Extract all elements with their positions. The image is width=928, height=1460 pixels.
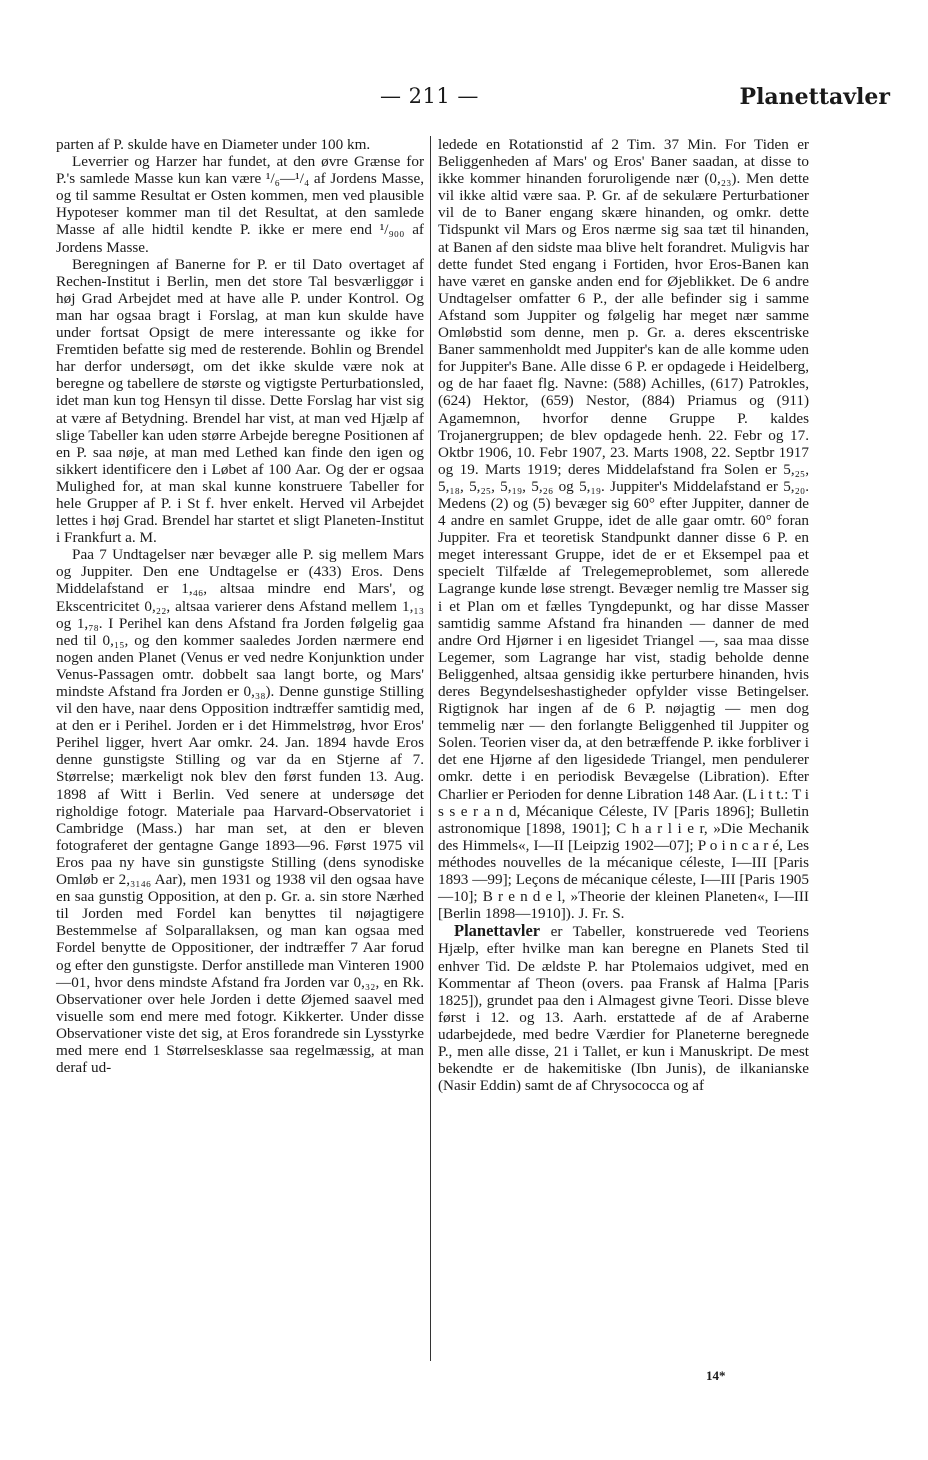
page-number: — 211 — (380, 84, 479, 108)
left-column (56, 136, 424, 1076)
paragraph: Paa 7 Undtagelser nær bevæger alle P. sig mellem Mars og Juppiter. Den ene Undtagelse er (433) Eros. Dens Middelafstand er 1,₄₆, altsaa mindre end Mars', og Ekscentricitet 0,₂₂, altsaa varierer dens Afstand mellem 1,₁₃ og 1,₇₈. I Perihel kan dens Afstand fra Jorden følgelig gaa ned til 0,₁₅, og den kommer saaledes Jorden nærmere end nogen anden Planet (Venus er ved nedre Konjunktion under Venus-Passagen omtr. dobbelt saa langt borte, og Mars' mindste Afstand fra Jorden er 0,₃₈). Denne gunstige Stilling vil den have, naar dens Opposition indtræffer samtidig med, at den er i Perihel. Jorden er i det Himmelstrøg, hvor Eros' Perihel ligger, hvert Aar omkr. 24. Jan. 1894 havde Eros denne gunstigste Stilling og var da en Stjerne af 7. Størrelse; mærkeligt nok blev den først funden 13. Aug. 1898 af Witt i Berlin. Ved senere at undersøge det righoldige fotogr. Materiale paa Harvard-Observatoriet i Cambridge (Mass.) har man set, at den er bleven fotograferet der gentagne Gange 1893—96. Først 1975 vil Eros paa ny have sin gunstigste Stilling (dens synodiske Omløb er 2,₃₁₄₆ Aar), men 1931 og 1938 vil den ogsaa have en saa gunstig Opposition, at den p. Gr. a. sin store Nærhed til Jorden med Fordel kan benyttes til nøjagtigere Bestemmelse af Solparallaksen, og man kan ogsaa med Fordel benytte de Oppositioner, der indtræffer 7 Aar forud og efter den gunstigste. Derfor anstillede man Vinteren 1900—01, hvor dens mindste Afstand fra Jorden var 0,₃₂, en Rk. Observationer over hele Jorden i dette Øjemed saavel med visuelle som end mere med fotogr. Kikkerter. Under disse Observationer viste det sig, at Eros forandrede sin Lysstyrke med mere end 1 Størrelsesklasse saa regelmæssig, at man deraf ud- (56, 546, 424, 1077)
page-header (50, 84, 890, 118)
column-divider (430, 136, 431, 1361)
right-column (438, 136, 809, 1094)
entry-text: er Tabeller, konstruerede ved Teoriens Hjælp, efter hvilke man kan beregne en Planets Sted til enhver Tid. De ældste P. har Ptolemaios udgivet, med en Kommentar af Theon (overs. paa Fransk af Halma [Paris 1825]), grundet paa den i Almagest givne Teori. Disse bleve først i 12. og 13. Aarh. erstattede af de af Araberne udarbejdede, med bedre Værdier for Planeterne beregnede P., men alle disse, 21 i Tallet, er kun i Manuskript. De mest bekendte er de hakemitiske (Ibn Junis), de ilkanianske (Nasir Eddin) samt de af Chrysococca og af (438, 923, 810, 1095)
paragraph: Beregningen af Banerne for P. er til Dato overtaget af Rechen-Institut i Berlin, men det store Tal besværliggør i høj Grad Arbejdet med at have alle P. under Kontrol. Og man har ogsaa bragt i Forslag, at man kun skulde have under fortsat Opsigt de mere interessante og ikke for Fremtiden befatte sig med de resterende. Bohlin og Brendel har derfor undersøgt, om det ikke skulde være nok at beregne og tabellere de største og vigtigste Perturbationsled, idet man kun tog Hensyn til disse. Dette Forslag har vist sig at være af Betydning. Brendel har vist, at man ved Hjælp af slige Tabeller kan uden større Arbejde beregne Positionen af en P. saa nøje, at man med Lethed kan finde den igen og sikkert identificere den i Løbet af 100 Aar. Og der er ogsaa Mulighed for, at man skal kunne konstruere Tabeller for hele Grupper af P. i St f. hver enkelt. Herved vil Arbejdet lettes i høj Grad. Brendel har startet et sligt Planeten-Institut i Frankfurt a. M. (56, 255, 424, 547)
paragraph: parten af P. skulde have en Diameter under 100 km. (56, 136, 371, 153)
signature-mark: 14* (706, 1368, 726, 1383)
paragraph: Leverrier og Harzer har fundet, at den øvre Grænse for P.'s samlede Masse kun kan være ¹/₆—¹/₄ af Jordens Masse, og til samme Resultat er Osten kommen, men ved plausible Hypoteser kommer man til det Resultat, at den samlede Masse af alle hidtil kendte P. ikke er mere end ¹/₉₀₀ af Jordens Masse. (56, 153, 424, 256)
paragraph: ledede en Rotationstid af 2 Tim. 37 Min. For Tiden er Beliggenheden af Mars' og Eros' Baner saadan, at disse to ikke kommer hinanden foruroligende nær (0,₂₃). Men dette vil ikke altid være saa. P. Gr. af de sekulære Perturbationer vil de to Baner engang skære hinanden, og omkr. dette Tidspunkt vil Mars og Eros nærme sig saa tæt til hinanden, at Banen af den sidste maa blive helt forandret. Muligvis har dette fundet Sted engang i Fortiden, hvor Eros-Banen kan have været en ganske anden end for Øjeblikket. De 6 andre Undtagelser omfatter 6 P., der alle befinder sig i samme Afstand som Juppiter og følgelig har meget nær samme Omløbstid som denne, men p. Gr. a. deres ekscentriske Baner sammenholdt med Juppiter's kan de alle komme uden for Juppiter's Bane. Alle disse 6 P. er opdagede i Heidelberg, og de har faaet flg. Navne: (588) Achilles, (617) Patrokles, (624) Hektor, (659) Nestor, (884) Priamus og (911) Agamemnon, hvorfor denne Gruppe P. kaldes Trojanergruppen; de blev opdagede henh. 22. Febr og 17. Oktbr 1906, 10. Febr 1907, 23. Marts 1908, 22. Septbr 1917 og 19. Marts 1919; deres Middelafstand fra Solen er 5,₂₅, 5,₁₈, 5,₂₅, 5,₁₉, 5,₂₆ og 5,₁₉. Juppiter's Middelafstand er 5,₂₀. Medens (2) og (5) bevæger sig 60° efter Juppiter, danner de 4 andre en samlet Gruppe, idet de alle gaar omtr. 60° foran Juppiter. Fra et teoretisk Standpunkt danner disse 6 P. en meget interessant Gruppe, idet de er et Eksempel paa et specielt Tilfælde af Trelegemeproblemet, som allerede Lagrange kunde løse strengt. Bevæger nemlig tre Masser sig i et Plan om et fælles Tyngdepunkt, og har disse Masser samtidig samme Afstand fra hinanden — danner de med andre Ord Hjørner i en ligesidet Triangel —, saa maa disse Legemer, som Lagrange har vist, stadig beholde denne Beliggenhed, altsaa gensidig ikke perturbere hinanden, hvis deres Begyndelseshastigheder opfylder visse Betingelser. Rigtignok har ingen af de 6 P. nøjagtig — men dog temmelig nær — den forlangte Beliggenhed til Juppiter og Solen. Teorien viser da, at den betræffende P. ikke forbliver i det ene Hjørne af den ligesidede Triangel, men pendulerer omkr. dette i en periodisk Bevægelse (Libration). Efter Charlier er Perioden for denne Libration 148 Aar. (L i t t.: T i s s e r a n d, Mécanique Céleste, IV [Paris 1896]; Bulletin astronomique [1898, 1901]; C h a r l i e r, »Die Mechanik des Himmels«, I—II [Leipzig 1902—07]; P o i n c a r é, Les méthodes nouvelles de la mécanique céleste, I—III [Paris 1893 —99]; Leçons de mécanique céleste, I—III [Paris 1905—10]; B r e n d e l, »Theorie der kleinen Planeten«, I—III [Berlin 1898—1910]). J. Fr. S. (438, 136, 809, 923)
entry-headword: Planettavler (454, 921, 541, 941)
entry-paragraph (438, 922, 809, 1094)
running-head: Planettavler (739, 84, 890, 110)
